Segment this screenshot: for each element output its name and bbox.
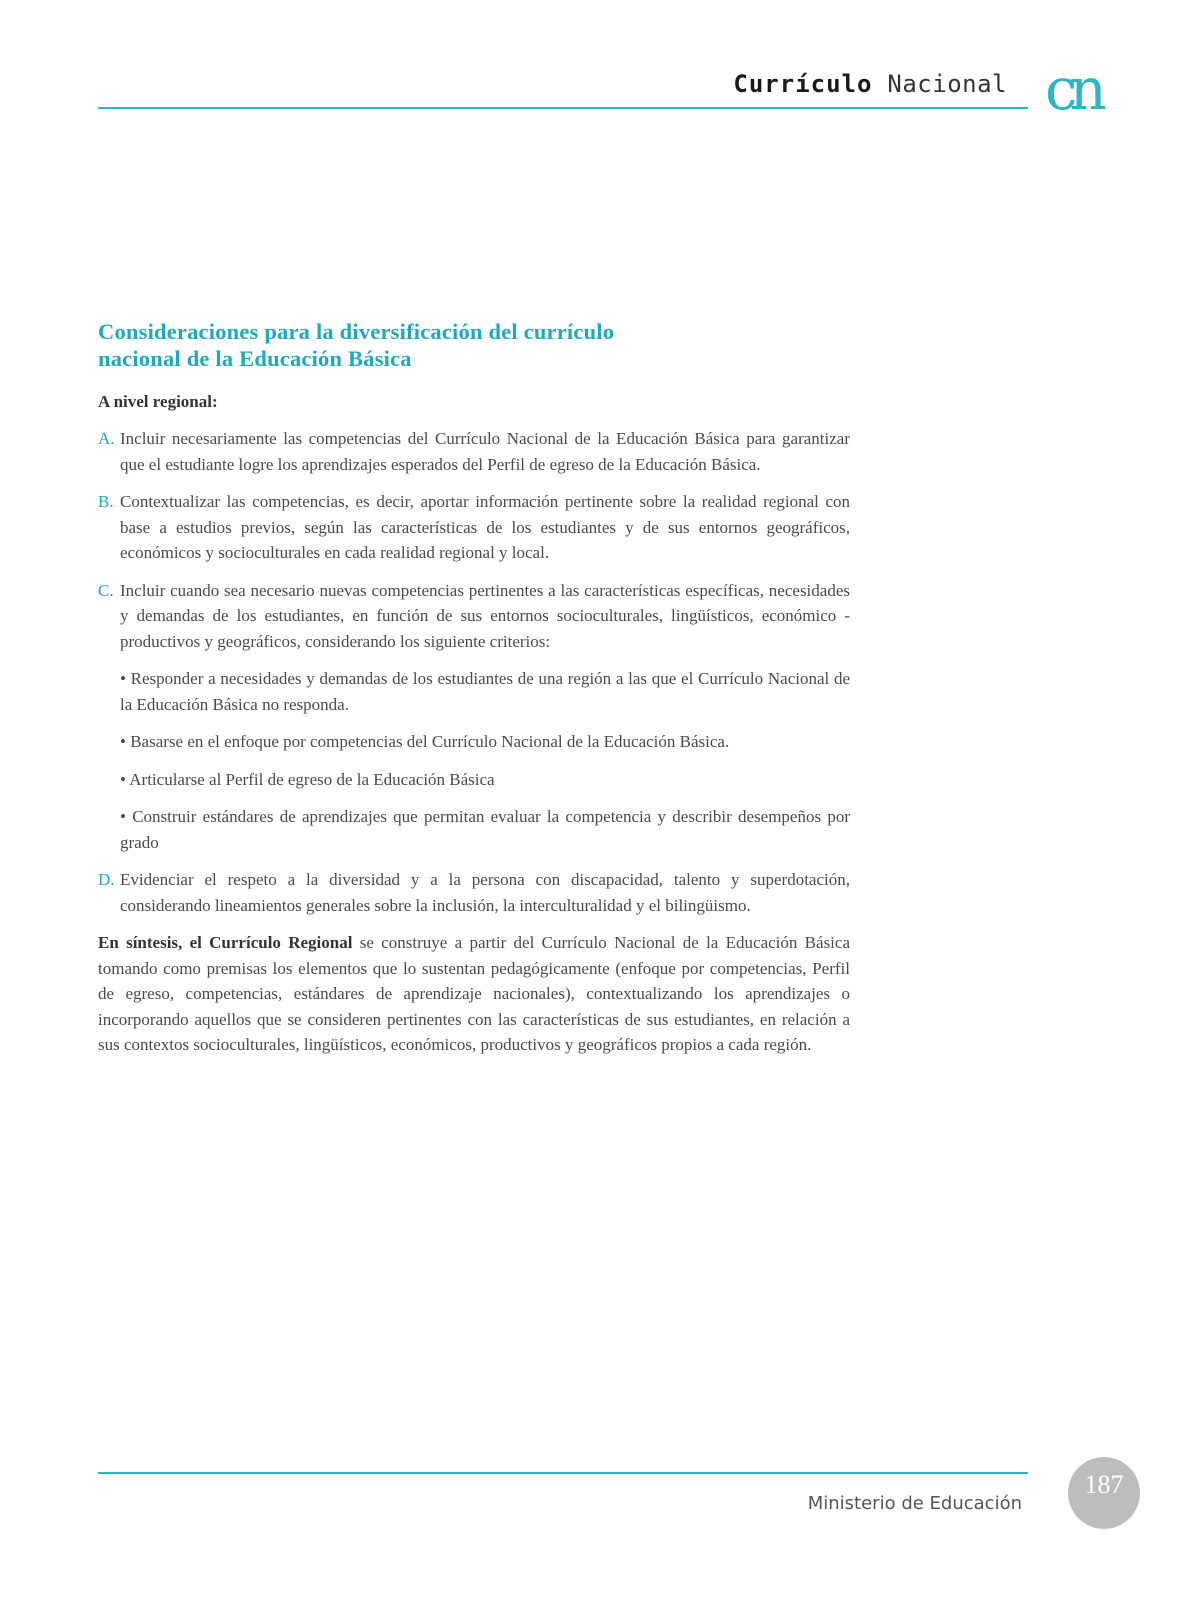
- header-title-bold: Currículo: [733, 70, 873, 98]
- subheading: A nivel regional:: [98, 392, 218, 411]
- page-number: 187: [1068, 1457, 1140, 1529]
- footer-divider: [98, 1472, 1028, 1474]
- criteria-bullet: • Articularse al Perfil de egreso de la Educación Básica: [120, 769, 495, 789]
- item-letter: C.: [98, 580, 114, 600]
- header-title: [733, 70, 1007, 98]
- summary-text: se construye a partir del Currículo Nacional de la Educación Básica tomando como premisas los elementos que lo sustentan pedagógicamente (enfoque por competencias, Perfil de egreso, competencias, estándares de aprendizaje nacionales), contextualizando los aprendizajes o incorporando aquellos que se consideren pertinentes con las características de sus estudiantes, en relación a sus contextos socioculturales, lingüísticos, económicos, productivos y geográficos propios a cada región.: [98, 933, 850, 1054]
- section-title: [98, 318, 850, 372]
- main-content: [98, 318, 850, 1075]
- summary-bold: En síntesis, el Currículo Regional: [98, 933, 353, 952]
- list-item-c: [98, 578, 850, 655]
- summary-paragraph: [98, 930, 850, 1058]
- item-text: Contextualizar las competencias, es decir, aportar información pertinente sobre la realidad regional con base a estudios previos, según las características de los estudiantes y de sus entornos geográficos, económicos y socioculturales en cada realidad regional y local.: [120, 492, 850, 562]
- header-title-light: Nacional: [887, 70, 1007, 98]
- item-letter: D.: [98, 870, 115, 889]
- footer-ministry: Ministerio de Educación: [807, 1493, 1022, 1514]
- item-text: Evidenciar el respeto a la diversidad y a la persona con discapacidad, talento y superdotación, considerando lineamientos generales sobre la inclusión, la interculturalidad y el bilingüismo.: [120, 870, 850, 915]
- cn-logo: cn: [1045, 55, 1099, 123]
- item-letter: A.: [98, 429, 115, 448]
- criteria-bullet: • Construir estándares de aprendizajes que permitan evaluar la competencia y describir desempeños por grado: [120, 807, 850, 852]
- list-item-d: [98, 867, 850, 918]
- criteria-bullet: • Responder a necesidades y demandas de los estudiantes de una región a las que el Currículo Nacional de la Educación Básica no responda.: [120, 669, 850, 714]
- header-divider: [98, 107, 1028, 109]
- list-item-a: [98, 426, 850, 477]
- item-text: Incluir necesariamente las competencias del Currículo Nacional de la Educación Básica para garantizar que el estudiante logre los aprendizajes esperados del Perfil de egreso de la Educación Básica.: [120, 429, 850, 474]
- section-title-line1: Consideraciones para la diversificación del currículo: [98, 319, 615, 344]
- list-item-b: [98, 489, 850, 566]
- section-title-line2: nacional de la Educación Básica: [98, 346, 412, 371]
- criteria-bullet: • Basarse en el enfoque por competencias del Currículo Nacional de la Educación Básica.: [120, 732, 730, 751]
- item-text: Incluir cuando sea necesario nuevas competencias pertinentes a las características específicas, necesidades y demandas de los estudiantes, en función de sus entornos socioculturales, lingüísticos, económico - productivos y geográficos, considerando los siguiente criterios:: [120, 580, 850, 651]
- item-letter: B.: [98, 492, 114, 511]
